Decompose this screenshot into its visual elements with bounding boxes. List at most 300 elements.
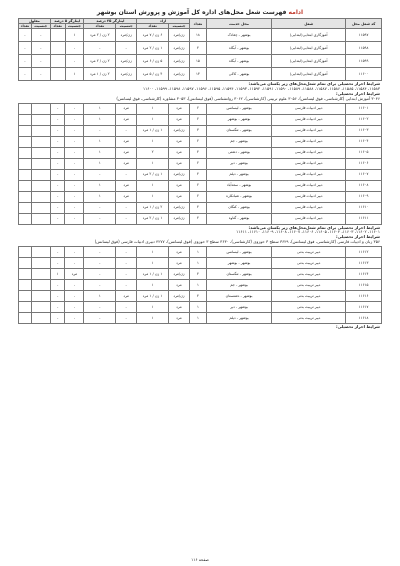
cell-free-gender: زن/مرد [168, 290, 189, 301]
cell-code: ۱۱۶۰۴ [346, 136, 382, 147]
cell-s5-gender: - [65, 312, 84, 323]
cell-s25-gender: - [116, 213, 137, 224]
cell-place: بوشهر - دشتستان [206, 290, 271, 301]
cell-disabled-gender [31, 125, 50, 136]
cell-s5-gender: - [65, 213, 84, 224]
cell-count: ۱ [189, 301, 206, 312]
cell-s5-num: - [50, 213, 65, 224]
cell-code: ۱۱۶۰۵ [346, 147, 382, 158]
cell-s25-gender: - [116, 246, 137, 257]
table-row [19, 136, 382, 147]
table-section-2 [18, 103, 382, 225]
cell-s5-gender: - [65, 180, 84, 191]
cell-s5-gender: ۱ [65, 68, 84, 81]
cell-free-num: ۱ زن / ۱ مرد [137, 290, 169, 301]
cell-disabled-num [19, 169, 32, 180]
cell-job: آموزگاری ابتدایی(ابتدایی) [272, 68, 346, 81]
table-section-1 [18, 18, 382, 81]
cell-place: بوشهر - تنگستان [206, 125, 271, 136]
cell-s25-gender: زن/مرد [116, 68, 137, 81]
table-section-3 [18, 246, 382, 324]
cell-s25-gender: مرد [116, 136, 137, 147]
cell-s25-gender: - [116, 312, 137, 323]
cell-free-gender: زن/مرد [168, 68, 189, 81]
cell-disabled-gender [31, 301, 50, 312]
cell-disabled-num [19, 136, 32, 147]
cell-count: ۴ [189, 290, 206, 301]
cell-s25-gender: مرد [116, 158, 137, 169]
cell-job: دبیر تربیت بدنی [272, 268, 346, 279]
cell-free-num: ۱ زن / ۱ مرد [137, 125, 169, 136]
cell-place: بوشهر - جم [206, 279, 271, 290]
cell-s25-num: ۲ زن / ۲ مرد [84, 55, 116, 68]
cell-code: ۱۱۶۰۶ [346, 158, 382, 169]
cell-disabled-num: - [19, 68, 32, 81]
cell-code: ۱۱۶۱۸ [346, 312, 382, 323]
cell-place: بوشهر - کاکی [206, 68, 271, 81]
cell-s25-num: - [84, 169, 116, 180]
cell-free-gender: مرد [168, 136, 189, 147]
cell-free-num: ۱ [137, 279, 169, 290]
page-title [18, 8, 382, 18]
table-row [19, 301, 382, 312]
table-row [19, 125, 382, 136]
cell-s5-num: - [50, 312, 65, 323]
table-row [19, 29, 382, 42]
cell-job: دبیر تربیت بدنی [272, 312, 346, 323]
cell-free-num: ۱ زن / ۲ مرد [137, 42, 169, 55]
title-prefix: ادامه [288, 9, 304, 16]
table-row [19, 257, 382, 268]
cell-free-num: ۲ [137, 147, 169, 158]
note-1-edu-text: ۳۰۴۶ آموزش ابتدایی (کارشناسی، فوق لیسانس)، ۳۰۵۶ علوم تربیتی (کارشناسی)، ۳۰۶۲ روانشناسی (فوق لیسانس)، ۳۰۵۳ مشاوره (کارشناسی، فوق لیسانس) [116, 95, 380, 101]
cell-s5-gender: - [65, 158, 84, 169]
table-row [19, 42, 382, 55]
cell-free-gender: زن/مرد [168, 42, 189, 55]
table-row [19, 268, 382, 279]
cell-free-num: ۵ زن / ۶ مرد [137, 55, 169, 68]
cell-s25-num: - [84, 213, 116, 224]
cell-disabled-gender: - [31, 55, 50, 68]
cell-free-num: ۱ [137, 301, 169, 312]
cell-s5-gender: - [65, 202, 84, 213]
cell-free-num: ۱ [137, 246, 169, 257]
page-footer [0, 557, 400, 562]
cell-place: بوشهر - دیلم [206, 312, 271, 323]
note-2-codes: ۱۱۶۰۱، ۱۱۶۰۲، ۱۱۶۰۳، ۱۱۶۰۴، ۱۱۶۰۵، ۱۱۶۰۶، ۱۱۶۰۷، ۱۱۶۰۸، ۱۱۶۰۹، ۱۱۶۱۰، ۱۱۶۱۱ [236, 229, 380, 235]
cell-s5-gender: - [65, 103, 84, 114]
cell-s25-gender: - [116, 268, 137, 279]
cell-disabled-gender [31, 268, 50, 279]
cell-s5-num: ۱ [50, 268, 65, 279]
cell-s25-num: - [84, 125, 116, 136]
note-1-label: شرایط احراز تحصیلی برای تمام شغل‌محل‌های زیر یکسان می‌باشد: [248, 81, 380, 87]
cell-code: ۱۱۶۰۳ [346, 125, 382, 136]
cell-place: بوشهر - لیسانس [206, 103, 271, 114]
cell-free-gender: مرد [168, 191, 189, 202]
cell-s25-num: ۱ [84, 290, 116, 301]
cell-place: بوشهر - لیسانس [206, 246, 271, 257]
cell-code: ۱۱۶۱۵ [346, 279, 382, 290]
header-job: شغل [272, 19, 346, 29]
cell-place: بوشهر - دشتی [206, 147, 271, 158]
header-sacrifice5: ایثارگر ۵ درصد [50, 19, 84, 24]
cell-free-num: ۱ [137, 136, 169, 147]
cell-count: ۱ [189, 246, 206, 257]
cell-s5-gender: ۱ [65, 29, 84, 42]
cell-job: دبیر ادبیات فارسی [272, 114, 346, 125]
cell-free-num: ۱ [137, 312, 169, 323]
cell-disabled-gender [31, 103, 50, 114]
cell-s5-num: - [50, 246, 65, 257]
cell-count: ۲ [189, 114, 206, 125]
cell-s5-gender: - [65, 147, 84, 158]
cell-free-gender: مرد [168, 301, 189, 312]
cell-s5-num [50, 55, 65, 68]
cell-code: ۱۱۶۱۲ [346, 246, 382, 257]
table-row [19, 169, 382, 180]
cell-job: دبیر ادبیات فارسی [272, 202, 346, 213]
table-row [19, 191, 382, 202]
cell-job: دبیر ادبیات فارسی [272, 191, 346, 202]
cell-free-num: ۱ زن / ۲ مرد [137, 169, 169, 180]
cell-count: ۲ [189, 136, 206, 147]
header-code: کد شغل محل [346, 19, 382, 29]
cell-s25-num: - [84, 257, 116, 268]
cell-code: ۱۱۵۹۷ [346, 29, 382, 42]
note-1-codes: ۱۱۵۸۳، ۱۱۵۸۴، ۱۱۵۸۵، ۱۱۵۸۶، ۱۱۵۸۷، ۱۱۵۸۸، ۱۱۵۸۹، ۱۱۵۹۰، ۱۱۵۹۱، ۱۱۵۹۲، ۱۱۵۹۳، ۱۱۵۹۴، ۱۱۵۹۵، ۱۱۵۹۶، ۱۱۵۹۷، ۱۱۵۹۸، ۱۱۵۹۹، ۱۱۶۰۰ [142, 86, 380, 92]
note-3 [18, 324, 382, 331]
cell-place: بوشهر - بوشهر [206, 114, 271, 125]
cell-job: دبیر ادبیات فارسی [272, 213, 346, 224]
cell-job: دبیر ادبیات فارسی [272, 180, 346, 191]
cell-s25-num: ۱ [84, 191, 116, 202]
cell-disabled-gender [31, 191, 50, 202]
header-num: تعداد [84, 24, 116, 29]
cell-job: آموزگاری ابتدایی(ابتدایی) [272, 55, 346, 68]
table-row [19, 68, 382, 81]
table-row [19, 103, 382, 114]
cell-job: دبیر تربیت بدنی [272, 279, 346, 290]
cell-s5-num: - [50, 191, 65, 202]
cell-disabled-num [19, 301, 32, 312]
cell-s25-num: - [84, 312, 116, 323]
cell-free-num: ۴ زن / ۵ مرد [137, 68, 169, 81]
cell-place: بوشهر - تنگستان [206, 268, 271, 279]
cell-s5-gender: - [65, 169, 84, 180]
cell-s5-num: - [50, 103, 65, 114]
cell-free-num: ۲ زن / ۱ مرد [137, 202, 169, 213]
note-2-edu-text: ۳۵۶ زبان و ادبیات فارسی (کارشناسی، فوق لیسانس)، ۳۶۲۹ سطح ۳ حوزوی (کارشناسی)، ۳۶۳۰ سطح ۳ حوزوی (فوق لیسانس)، ۴۲۷۷ دبیری ادبیات فارسی (فوق لیسانس) [94, 238, 380, 244]
cell-s25-gender: - [116, 279, 137, 290]
cell-place: بوشهر - کنگان [206, 202, 271, 213]
cell-place: بوشهر - گناوه [206, 213, 271, 224]
cell-s5-gender: - [65, 301, 84, 312]
cell-disabled-num [19, 103, 32, 114]
header-gender: جنسیت [168, 24, 189, 29]
cell-disabled-num [19, 213, 32, 224]
cell-free-gender: زن/مرد [168, 268, 189, 279]
cell-s5-gender: - [65, 191, 84, 202]
cell-free-gender: مرد [168, 279, 189, 290]
cell-s5-num: - [50, 257, 65, 268]
cell-job: دبیر ادبیات فارسی [272, 136, 346, 147]
cell-free-gender: مرد [168, 158, 189, 169]
table-row [19, 158, 382, 169]
cell-free-gender: مرد [168, 246, 189, 257]
cell-s5-gender: - [65, 257, 84, 268]
cell-disabled-num [19, 257, 32, 268]
cell-s25-num: - [84, 279, 116, 290]
cell-disabled-num [19, 279, 32, 290]
cell-job: دبیر ادبیات فارسی [272, 158, 346, 169]
cell-disabled-num [19, 191, 32, 202]
cell-s25-num: ۲ زن / ۱ مرد [84, 68, 116, 81]
cell-s25-num: - [84, 202, 116, 213]
cell-s5-gender: - [65, 246, 84, 257]
table-row [19, 180, 382, 191]
cell-free-gender: زن/مرد [168, 213, 189, 224]
cell-s25-gender: - [116, 301, 137, 312]
cell-count: ۴ [189, 268, 206, 279]
cell-place: بوشهر - سعدآباد [206, 180, 271, 191]
cell-place: بوشهر - شبانکاره [206, 191, 271, 202]
cell-code: ۱۱۶۰۰ [346, 68, 382, 81]
cell-free-num: ۱ [137, 257, 169, 268]
cell-s25-num: - [84, 301, 116, 312]
cell-disabled-gender [31, 257, 50, 268]
cell-free-gender: زن/مرد [168, 169, 189, 180]
cell-job: دبیر ادبیات فارسی [272, 103, 346, 114]
header-num: تعداد [137, 24, 169, 29]
cell-job: دبیر ادبیات فارسی [272, 147, 346, 158]
title-text: فهرست شغل محل‌های اداره کل آموزش و پرورش استان بوشهر [96, 9, 287, 16]
table-row [19, 213, 382, 224]
cell-disabled-gender [31, 147, 50, 158]
cell-code: ۱۱۶۰۸ [346, 180, 382, 191]
cell-s25-gender: مرد [116, 114, 137, 125]
page-number: صفحه ۱۱۶ [191, 557, 209, 562]
cell-count: ۴ [189, 42, 206, 55]
cell-count: ۴ [189, 213, 206, 224]
cell-s5-num: - [50, 136, 65, 147]
cell-s25-gender: - [116, 202, 137, 213]
cell-place: بوشهر - دیر [206, 158, 271, 169]
cell-s25-num: ۱ [84, 103, 116, 114]
cell-disabled-gender [31, 158, 50, 169]
cell-free-num: ۱ [137, 114, 169, 125]
cell-place: بوشهر - چغادک [206, 29, 271, 42]
cell-code: ۱۱۶۱۰ [346, 202, 382, 213]
cell-disabled-num [19, 147, 32, 158]
header-gender: جنسیت [65, 24, 84, 29]
cell-s5-gender: مرد [65, 268, 84, 279]
cell-count: ۴ [189, 169, 206, 180]
header-gender: جنسیت [31, 24, 50, 29]
cell-disabled-num [19, 246, 32, 257]
cell-free-num: ۱ [137, 180, 169, 191]
cell-job: آموزگاری ابتدایی(ابتدایی) [272, 29, 346, 42]
cell-job: آموزگاری ابتدایی(ابتدایی) [272, 42, 346, 55]
header-num: تعداد [19, 24, 32, 29]
cell-place: بوشهر - آبگاه [206, 42, 271, 55]
cell-disabled-gender: - [31, 42, 50, 55]
cell-s5-gender: - [65, 114, 84, 125]
cell-disabled-gender [31, 202, 50, 213]
cell-s5-num: - [50, 158, 65, 169]
cell-count: ۲ [189, 103, 206, 114]
note-2-label: شرایط احراز تحصیلی برای تمام شغل‌محل‌های زیر یکسان می‌باشد: [248, 224, 380, 230]
cell-s5-gender: - [65, 55, 84, 68]
cell-count: ۲ [189, 191, 206, 202]
cell-s5-num: - [50, 169, 65, 180]
cell-free-gender: مرد [168, 147, 189, 158]
header-count: تعداد [189, 19, 206, 29]
cell-disabled-gender [31, 290, 50, 301]
cell-code: ۱۱۶۰۹ [346, 191, 382, 202]
cell-disabled-num [19, 180, 32, 191]
cell-disabled-num [19, 202, 32, 213]
cell-free-gender: مرد [168, 180, 189, 191]
cell-s25-gender: زن/مرد [116, 55, 137, 68]
cell-disabled-num: - [19, 55, 32, 68]
cell-disabled-gender: - [31, 68, 50, 81]
cell-disabled-gender [31, 246, 50, 257]
cell-s25-gender: مرد [116, 103, 137, 114]
note-1-edu-label: شرایط احراز تحصیلی: [335, 91, 380, 96]
cell-code: ۱۱۶۱۷ [346, 301, 382, 312]
cell-count: ۴ [189, 202, 206, 213]
cell-disabled-num [19, 114, 32, 125]
cell-free-gender: زن/مرد [168, 29, 189, 42]
cell-s25-num: ۱ [84, 158, 116, 169]
cell-code: ۱۱۶۱۱ [346, 213, 382, 224]
cell-place: بوشهر - دیلم [206, 169, 271, 180]
cell-job: دبیر تربیت بدنی [272, 257, 346, 268]
cell-s5-num [50, 68, 65, 81]
cell-code: ۱۱۶۰۷ [346, 169, 382, 180]
cell-place: بوشهر - دیر [206, 301, 271, 312]
cell-s25-num: ۱ [84, 114, 116, 125]
cell-free-gender: مرد [168, 114, 189, 125]
cell-code: ۱۱۵۹۹ [346, 55, 382, 68]
cell-s25-num: - [84, 268, 116, 279]
cell-disabled-num [19, 312, 32, 323]
cell-s25-gender: مرد [116, 290, 137, 301]
cell-free-gender: زن/مرد [168, 55, 189, 68]
cell-s25-num: ۱ [84, 136, 116, 147]
cell-count: ۲ [189, 180, 206, 191]
cell-s25-gender: مرد [116, 180, 137, 191]
cell-code: ۱۱۶۱۶ [346, 290, 382, 301]
cell-disabled-gender [31, 180, 50, 191]
table-row [19, 290, 382, 301]
cell-s5-num: - [50, 290, 65, 301]
cell-disabled-num [19, 268, 32, 279]
header-disabled: معلول [19, 19, 51, 24]
cell-s5-gender: - [65, 42, 84, 55]
cell-disabled-num [19, 290, 32, 301]
cell-disabled-gender [31, 213, 50, 224]
cell-s25-num: ۱ [84, 180, 116, 191]
cell-s5-gender: - [65, 290, 84, 301]
cell-code: ۱۱۶۰۲ [346, 114, 382, 125]
cell-s25-num: ۲ زن / ۲ مرد [84, 29, 116, 42]
cell-free-gender: مرد [168, 312, 189, 323]
cell-free-gender: زن/مرد [168, 202, 189, 213]
cell-free-gender: مرد [168, 257, 189, 268]
table-row [19, 55, 382, 68]
table-row [19, 202, 382, 213]
table-row [19, 246, 382, 257]
cell-count: ۴ [189, 147, 206, 158]
cell-free-num: ۱ [137, 191, 169, 202]
cell-job: دبیر تربیت بدنی [272, 246, 346, 257]
cell-s25-gender: زن/مرد [116, 29, 137, 42]
cell-disabled-gender [31, 312, 50, 323]
cell-s5-num [50, 29, 65, 42]
cell-free-num: ۶ زن / ۷ مرد [137, 29, 169, 42]
cell-place: بوشهر - آبگاه [206, 55, 271, 68]
cell-free-num: ۱ [137, 103, 169, 114]
table-row [19, 312, 382, 323]
cell-free-num: ۱ [137, 158, 169, 169]
cell-disabled-num [19, 125, 32, 136]
header-num: تعداد [50, 24, 65, 29]
cell-code: ۱۱۶۱۴ [346, 268, 382, 279]
cell-s5-num: - [50, 125, 65, 136]
cell-disabled-gender [31, 136, 50, 147]
cell-count: ۳ [189, 125, 206, 136]
cell-disabled-num: - [19, 29, 32, 42]
note-2 [18, 225, 382, 246]
cell-place: بوشهر - بوشهر [206, 257, 271, 268]
cell-s5-num: - [50, 202, 65, 213]
cell-job: دبیر تربیت بدنی [272, 301, 346, 312]
cell-count: ۱ [189, 279, 206, 290]
table-row [19, 279, 382, 290]
cell-s25-num: - [84, 246, 116, 257]
cell-s25-gender: مرد [116, 147, 137, 158]
cell-s5-num: - [50, 180, 65, 191]
cell-disabled-num: - [19, 42, 32, 55]
cell-disabled-gender [31, 114, 50, 125]
cell-s25-num: ۱ [84, 147, 116, 158]
cell-s5-num: - [50, 279, 65, 290]
cell-free-gender: زن/مرد [168, 125, 189, 136]
table-row [19, 114, 382, 125]
cell-s5-gender: - [65, 279, 84, 290]
cell-disabled-gender [31, 169, 50, 180]
cell-s5-num [50, 42, 65, 55]
cell-job: دبیر تربیت بدنی [272, 290, 346, 301]
cell-job: دبیر ادبیات فارسی [272, 125, 346, 136]
cell-count: ۱ [189, 257, 206, 268]
cell-s25-gender: - [116, 257, 137, 268]
cell-count: ۲ [189, 158, 206, 169]
cell-s25-gender: - [116, 125, 137, 136]
header-gender: جنسیت [116, 24, 137, 29]
header-free: آزاد [137, 19, 190, 24]
cell-disabled-gender: - [31, 29, 50, 42]
cell-s25-gender: مرد [116, 191, 137, 202]
cell-count: ۱۵ [189, 55, 206, 68]
cell-s5-num: - [50, 114, 65, 125]
note-3-label: شرایط احراز تحصیلی: [335, 323, 380, 329]
cell-disabled-num [19, 158, 32, 169]
cell-s5-gender: - [65, 136, 84, 147]
cell-s5-gender: - [65, 125, 84, 136]
